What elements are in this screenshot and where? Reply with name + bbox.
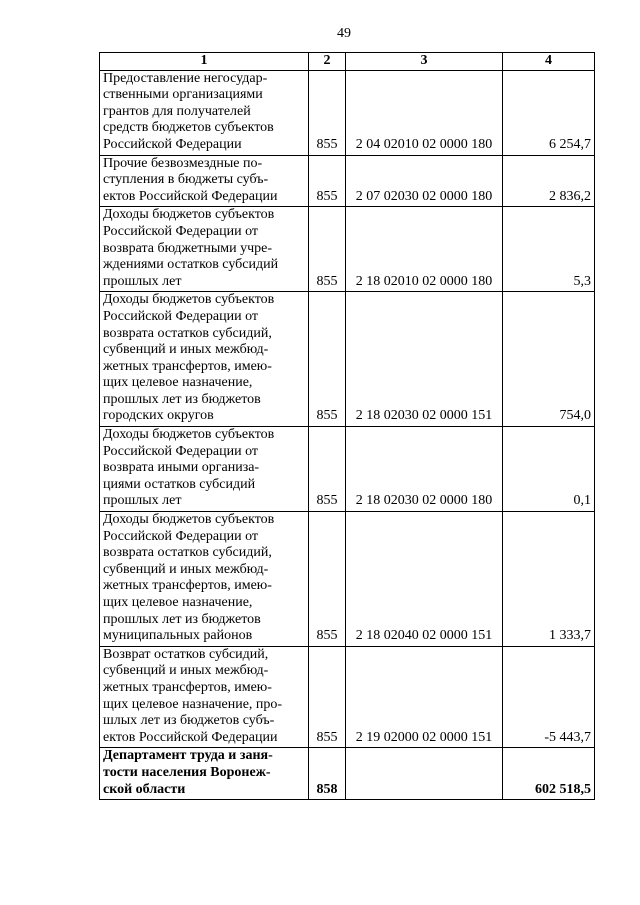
- income-name-cell: Предоставление негосудар- ственными организациями грантов для получателей средств бюджетов субъектов Российской Федерации: [100, 70, 309, 155]
- admin-code-cell: 858: [309, 748, 346, 800]
- table-row: [100, 70, 595, 155]
- budget-classification-code-cell: 2 19 02000 02 0000 151: [346, 646, 503, 748]
- income-name-cell: Возврат остатков субсидий, субвенций и иных межбюд- жетных трансфертов, имею- щих целевое назначение, про- шлых лет из бюджетов субъ- ектов Российской Федерации: [100, 646, 309, 748]
- budget-table: [99, 52, 595, 800]
- amount-cell: 602 518,5: [503, 748, 595, 800]
- income-name-cell: Доходы бюджетов субъектов Российской Федерации от возврата остатков субсидий, субвенций и иных межбюд- жетных трансфертов, имею- щих целевое назначение, прошлых лет из бюджетов муниципальных районов: [100, 512, 309, 647]
- table-row: [100, 207, 595, 292]
- admin-code-cell: 855: [309, 292, 346, 427]
- income-name-cell: Прочие безвозмездные по- ступления в бюджеты субъ- ектов Российской Федерации: [100, 155, 309, 207]
- admin-code-cell: 855: [309, 207, 346, 292]
- admin-code-cell: 855: [309, 70, 346, 155]
- admin-code-cell: 855: [309, 427, 346, 512]
- budget-classification-code-cell: 2 18 02030 02 0000 180: [346, 427, 503, 512]
- column-header-1: 1: [100, 53, 309, 71]
- table-row: [100, 646, 595, 748]
- column-header-3: 3: [346, 53, 503, 71]
- amount-cell: -5 443,7: [503, 646, 595, 748]
- income-name-cell: Доходы бюджетов субъектов Российской Федерации от возврата бюджетными учре- ждениями остатков субсидий прошлых лет: [100, 207, 309, 292]
- page-number: 49: [337, 26, 351, 41]
- budget-classification-code-cell: 2 04 02010 02 0000 180: [346, 70, 503, 155]
- table-row: [100, 512, 595, 647]
- income-name-cell: Департамент труда и заня- тости населения Воронеж- ской области: [100, 748, 309, 800]
- budget-classification-code-cell: 2 18 02010 02 0000 180: [346, 207, 503, 292]
- amount-cell: 754,0: [503, 292, 595, 427]
- admin-code-cell: 855: [309, 646, 346, 748]
- income-name-cell: Доходы бюджетов субъектов Российской Федерации от возврата остатков субсидий, субвенций и иных межбюд- жетных трансфертов, имею- щих целевое назначение, прошлых лет из бюджетов городских округов: [100, 292, 309, 427]
- amount-cell: 1 333,7: [503, 512, 595, 647]
- budget-classification-code-cell: 2 18 02040 02 0000 151: [346, 512, 503, 647]
- table-header-row: [100, 53, 595, 71]
- admin-code-cell: 855: [309, 155, 346, 207]
- table-row: [100, 292, 595, 427]
- column-header-4: 4: [503, 53, 595, 71]
- table-row: [100, 427, 595, 512]
- admin-code-cell: 855: [309, 512, 346, 647]
- budget-classification-code-cell: 2 07 02030 02 0000 180: [346, 155, 503, 207]
- amount-cell: 6 254,7: [503, 70, 595, 155]
- table-row: [100, 748, 595, 800]
- column-header-2: 2: [309, 53, 346, 71]
- amount-cell: 0,1: [503, 427, 595, 512]
- income-name-cell: Доходы бюджетов субъектов Российской Федерации от возврата иными организа- циями остатков субсидий прошлых лет: [100, 427, 309, 512]
- table-row: [100, 155, 595, 207]
- amount-cell: 5,3: [503, 207, 595, 292]
- table-body: [100, 70, 595, 800]
- amount-cell: 2 836,2: [503, 155, 595, 207]
- budget-classification-code-cell: [346, 748, 503, 800]
- budget-classification-code-cell: 2 18 02030 02 0000 151: [346, 292, 503, 427]
